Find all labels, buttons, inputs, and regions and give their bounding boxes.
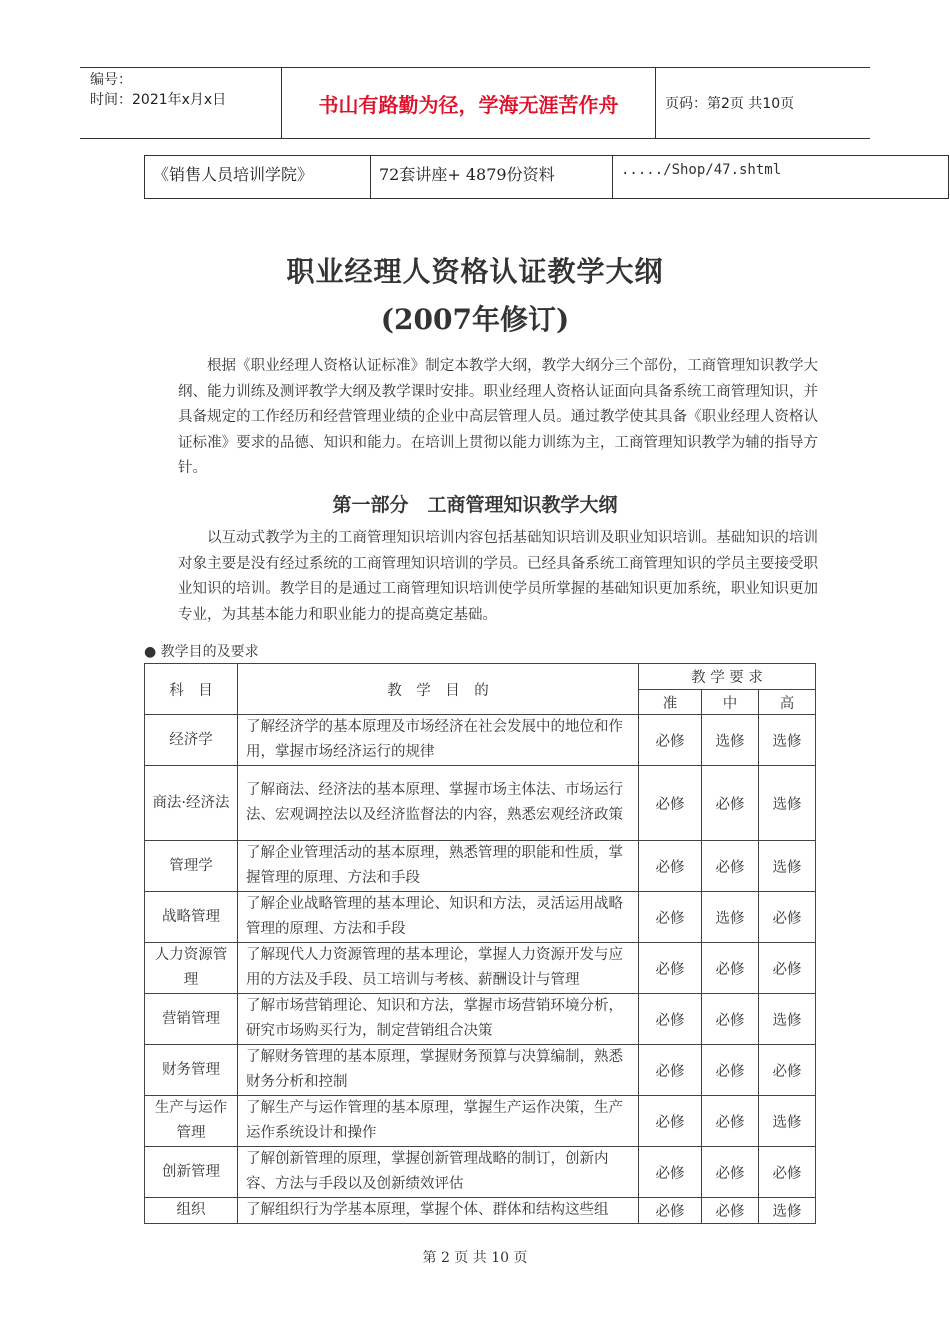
goal-cell: 了解企业管理活动的基本原理，熟悉管理的职能和性质，掌握管理的原理、方法和手段 [238, 841, 639, 892]
goal-cell: 了解经济学的基本原理及市场经济在社会发展中的地位和作用，掌握市场经济运行的规律 [238, 715, 639, 766]
req-high-cell: 选修 [759, 994, 816, 1045]
table-row [145, 1045, 816, 1096]
table-row [145, 1096, 816, 1147]
req-basic-cell: 必修 [639, 715, 702, 766]
req-mid-cell: 必修 [702, 1147, 759, 1198]
time-label: 时间：2021年x月x日 [90, 92, 227, 108]
goal-cell: 了解组织行为学基本原理，掌握个体、群体和结构这些组 [238, 1198, 639, 1224]
banner-link[interactable]: ...../Shop/47.shtml [621, 162, 782, 178]
header-slogan: 书山有路勤为径，学海无涯苦作舟 [282, 68, 656, 138]
curriculum-table [144, 663, 816, 1224]
req-high-cell: 必修 [759, 943, 816, 994]
req-mid-cell: 选修 [702, 715, 759, 766]
table-row [145, 766, 816, 841]
subject-cell: 财务管理 [145, 1045, 238, 1096]
req-mid-cell: 必修 [702, 994, 759, 1045]
req-basic-cell: 必修 [639, 841, 702, 892]
goal-cell: 了解现代人力资源管理的基本理论，掌握人力资源开发与应用的方法及手段、员工培训与考核、薪酬设计与管理 [238, 943, 639, 994]
table-row [145, 1198, 816, 1224]
header-subject: 科 目 [145, 664, 238, 715]
table-row [145, 994, 816, 1045]
header-level-high: 高 [759, 690, 816, 715]
table-row [145, 841, 816, 892]
subject-cell: 管理学 [145, 841, 238, 892]
header-level-mid: 中 [702, 690, 759, 715]
section-intro-paragraph: 以互动式教学为主的工商管理知识培训内容包括基础知识培训及职业知识培训。基础知识的培训对象主要是没有经过系统的工商管理知识培训的学员。已经具备系统工商管理知识的学员主要接受职业知识的培训。教学目的是通过工商管理知识培训使学员所掌握的基础知识更加系统，职业知识更加专业，为其基本能力和职业能力的提高奠定基础。 [178, 530, 818, 623]
header-page-label: 页码：第2页 共10页 [665, 96, 795, 112]
document-header [80, 67, 870, 139]
document-subtitle: (2007年修订) [380, 303, 570, 336]
table-row [145, 943, 816, 994]
req-high-cell: 选修 [759, 841, 816, 892]
req-mid-cell: 必修 [702, 1045, 759, 1096]
table-caption: ● 教学目的及要求 [144, 644, 259, 660]
goal-cell: 了解市场营销理论、知识和方法，掌握市场营销环境分析，研究市场购买行为，制定营销组合决策 [238, 994, 639, 1045]
subject-cell: 生产与运作管理 [145, 1096, 238, 1147]
req-high-cell: 选修 [759, 1096, 816, 1147]
req-basic-cell: 必修 [639, 1147, 702, 1198]
req-mid-cell: 必修 [702, 841, 759, 892]
subject-cell: 经济学 [145, 715, 238, 766]
header-meta [80, 68, 282, 138]
req-high-cell: 必修 [759, 1147, 816, 1198]
req-basic-cell: 必修 [639, 943, 702, 994]
section-title: 第一部分 工商管理知识教学大纲 [332, 494, 618, 516]
req-high-cell: 必修 [759, 892, 816, 943]
header-requirements: 教 学 要 求 [639, 664, 816, 690]
goal-cell: 了解商法、经济法的基本原理、掌握市场主体法、市场运行法、宏观调控法以及经济监督法的内容，熟悉宏观经济政策 [238, 766, 639, 841]
subject-cell: 商法·经济法 [145, 766, 238, 841]
subject-cell: 组织 [145, 1198, 238, 1224]
page-footer: 第 2 页 共 10 页 [422, 1250, 528, 1266]
req-mid-cell: 必修 [702, 1096, 759, 1147]
goal-cell: 了解企业战略管理的基本理论、知识和方法，灵活运用战略管理的原理、方法和手段 [238, 892, 639, 943]
banner-college: 《销售人员培训学院》 [145, 156, 371, 198]
req-basic-cell: 必修 [639, 766, 702, 841]
code-label: 编号： [90, 72, 132, 88]
req-mid-cell: 必修 [702, 1198, 759, 1224]
req-high-cell: 选修 [759, 766, 816, 841]
goal-cell: 了解创新管理的原理，掌握创新管理战略的制订，创新内容、方法与手段以及创新绩效评估 [238, 1147, 639, 1198]
req-basic-cell: 必修 [639, 892, 702, 943]
req-mid-cell: 必修 [702, 766, 759, 841]
req-basic-cell: 必修 [639, 1045, 702, 1096]
req-mid-cell: 必修 [702, 943, 759, 994]
req-high-cell: 必修 [759, 1045, 816, 1096]
intro-paragraph: 根据《职业经理人资格认证标准》制定本教学大纲，教学大纲分三个部份，工商管理知识教学大纲、能力训练及测评教学大纲及教学课时安排。职业经理人资格认证面向具备系统工商管理知识，并具备规定的工作经历和经营管理业绩的企业中高层管理人员。通过教学使其具备《职业经理人资格认证标准》要求的品德、知识和能力。在培训上贯彻以能力训练为主，工商管理知识教学为辅的指导方针。 [178, 358, 818, 476]
subject-cell: 人力资源管理 [145, 943, 238, 994]
table-row [145, 715, 816, 766]
req-high-cell: 选修 [759, 1198, 816, 1224]
banner-row [144, 155, 949, 199]
goal-cell: 了解财务管理的基本原理，掌握财务预算与决算编制，熟悉财务分析和控制 [238, 1045, 639, 1096]
table-row [145, 1147, 816, 1198]
req-mid-cell: 选修 [702, 892, 759, 943]
banner-resources: 72套讲座+ 4879份资料 [371, 156, 613, 198]
subject-cell: 创新管理 [145, 1147, 238, 1198]
document-title: 职业经理人资格认证教学大纲 [286, 255, 664, 288]
subject-cell: 战略管理 [145, 892, 238, 943]
req-basic-cell: 必修 [639, 994, 702, 1045]
req-basic-cell: 必修 [639, 1096, 702, 1147]
req-basic-cell: 必修 [639, 1198, 702, 1224]
subject-cell: 营销管理 [145, 994, 238, 1045]
header-level-basic: 准 [639, 690, 702, 715]
table-row [145, 892, 816, 943]
goal-cell: 了解生产与运作管理的基本原理，掌握生产运作决策，生产运作系统设计和操作 [238, 1096, 639, 1147]
header-goal: 教 学 目 的 [238, 664, 639, 715]
req-high-cell: 选修 [759, 715, 816, 766]
